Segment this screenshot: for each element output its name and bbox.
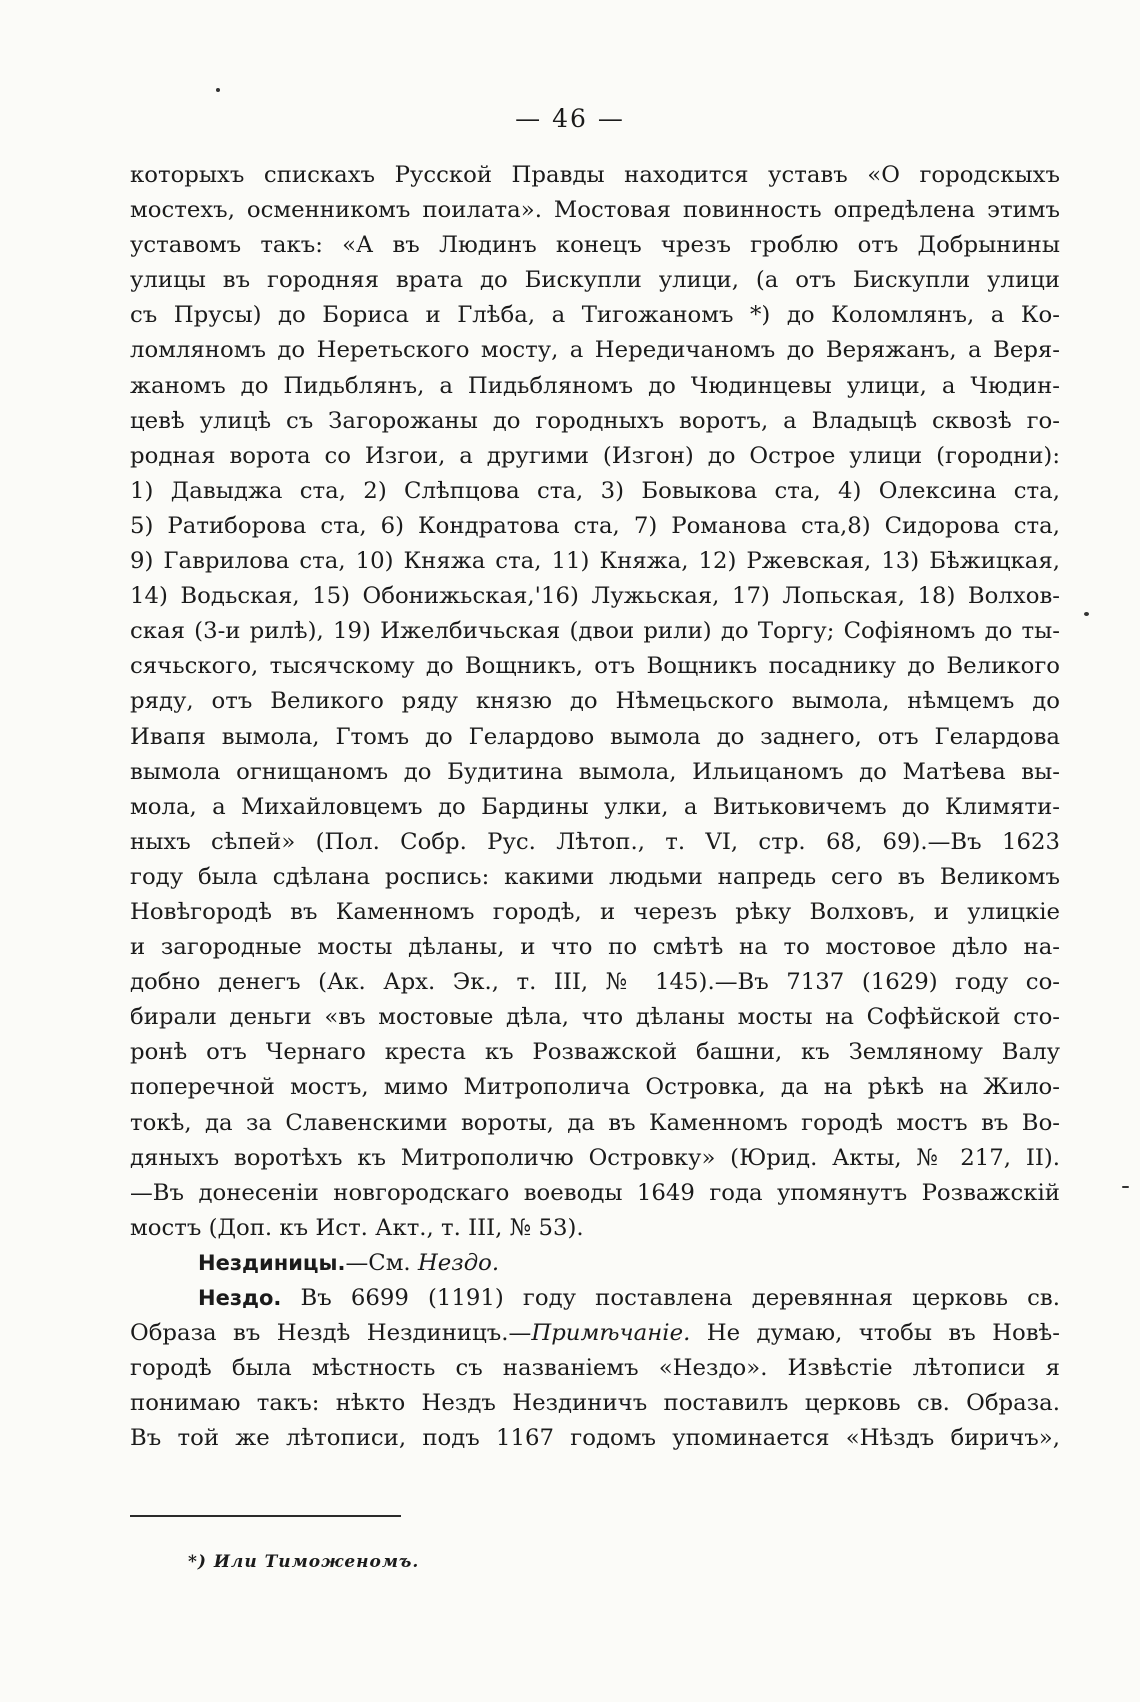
print-speck <box>1122 1186 1129 1188</box>
note-label: Примѣчаніе. <box>531 1320 691 1347</box>
text-line: 9) Гаврилова ста, 10) Княжа ста, 11) Княжа, 12) Ржевская, 13) Бѣжицкая, <box>130 548 1060 575</box>
text-line: Новѣгородѣ въ Каменномъ городѣ, и черезъ рѣку Волховъ, и улицкіе <box>130 898 1060 925</box>
text-line: дяныхъ воротѣхъ къ Митрополичю Островку» (Юрид. Акты, № 217, II). <box>130 1144 1060 1171</box>
entry-text: Образа въ Нездѣ Нездиницъ.— <box>130 1320 532 1347</box>
text-line: мостехъ, осменникомъ поилата». Мостовая повинность опредѣлена этимъ <box>130 197 1060 224</box>
print-speck <box>1084 612 1089 616</box>
text-line: ронѣ отъ Чернаго креста къ Розважской башни, къ Земляному Валу <box>130 1039 1060 1066</box>
text-line: 14) Водьская, 15) Обонижьская,'16) Лужьская, 17) Лопьская, 18) Волхов- <box>130 583 1060 610</box>
body-text <box>130 158 1060 1456</box>
entry-nezdo-line <box>130 1316 1060 1351</box>
entry-text: Въ 6699 (1191) году поставлена деревянная церковь св. <box>281 1285 1060 1311</box>
text-line: Въ той же лѣтописи, подъ 1167 годомъ упоминается «Нѣздъ биричъ», <box>130 1425 1060 1452</box>
text-line: понимаю такъ: нѣкто Нездъ Нездиничъ поставилъ церковь св. Образа. <box>130 1390 1060 1417</box>
text-line: ряду, отъ Великого ряду князю до Нѣмецьского вымола, нѣмцемъ до <box>130 688 1060 715</box>
entry-nezdinitsy <box>130 1246 1060 1281</box>
text-line: городѣ была мѣстность съ названіемъ «Нездо». Извѣстіе лѣтописи я <box>130 1355 1060 1382</box>
text-line: мостъ (Доп. къ Ист. Акт., т. III, № 53). <box>130 1214 584 1241</box>
text-line: которыхъ спискахъ Русской Правды находится уставъ «О городскыхъ <box>130 162 1060 188</box>
text-line: добно денегъ (Ак. Арх. Эк., т. III, № 145).—Въ 7137 (1629) году со- <box>130 969 1060 996</box>
text-line: —Въ донесеніи новгородскаго воеводы 1649 года упомянутъ Розважскій <box>130 1179 1060 1206</box>
text-line: и загородные мосты дѣланы, и что по смѣтѣ на то мостовое дѣло на- <box>130 934 1060 961</box>
page-number: — 46 — <box>515 104 625 133</box>
text-line: цевѣ улицѣ съ Загорожаны до городныхъ воротъ, а Владыцѣ сквозѣ го- <box>130 407 1060 434</box>
print-speck <box>216 88 220 92</box>
text-line: токѣ, да за Славенскими вороты, да въ Каменномъ городѣ мостъ въ Во- <box>130 1109 1060 1136</box>
text-line: 5) Ратиборова ста, 6) Кондратова ста, 7) Романова ста,8) Сидорова ста, <box>130 512 1060 539</box>
footnote: *) Или Тиможеномъ. <box>188 1552 420 1572</box>
cross-reference: Нездо. <box>417 1249 500 1276</box>
entry-nezdo-line <box>130 1281 1060 1316</box>
headword: Нездиницы. <box>198 1250 346 1275</box>
text-line: улицы въ городняя врата до Бискупли улици, (а отъ Бискупли улици <box>130 267 1060 294</box>
text-line: ломляномъ до Неретьского мосту, а Нередичаномъ до Веряжанъ, а Веря- <box>130 337 1060 364</box>
text-line: уставомъ такъ: «А въ Людинъ конецъ чрезъ гроблю отъ Добрынины <box>130 232 1060 259</box>
entry-text: —См. <box>345 1249 418 1276</box>
text-line: поперечной мостъ, мимо Митрополича Островка, да на рѣкѣ на Жило- <box>130 1074 1060 1101</box>
text-line: вымола огнищаномъ до Будитина вымола, Ильицаномъ до Матѣева вы- <box>130 758 1060 785</box>
text-line: бирали деньги «въ мостовые дѣла, что дѣланы мосты на Софѣйской сто- <box>130 1004 1060 1031</box>
text-line: ская (3-и рилѣ), 19) Ижелбичьская (двои рили) до Торгу; Софіяномъ до ты- <box>130 618 1060 645</box>
text-line: году была сдѣлана роспись: какими людьми напредь сего въ Великомъ <box>130 863 1060 890</box>
headword: Нездо. <box>198 1286 282 1310</box>
text-line: съ Прусы) до Бориса и Глѣба, а Тигожаномъ *) до Коломлянъ, а Ко- <box>130 302 1060 329</box>
text-line: ныхъ сѣпей» (Пол. Собр. Рус. Лѣтоп., т. VI, стр. 68, 69).—Въ 1623 <box>130 828 1060 855</box>
text-line: родная ворота со Изгои, а другими (Изгон) до Острое улици (городни): <box>130 442 1060 469</box>
text-line: 1) Давыджа ста, 2) Слѣпцова ста, 3) Бовыкова ста, 4) Олексина ста, <box>130 477 1060 504</box>
footnote-divider <box>130 1515 401 1517</box>
text-line: жаномъ до Пидьблянъ, а Пидьбляномъ до Чюдинцевы улици, а Чюдин- <box>130 372 1060 399</box>
entry-text: Не думаю, чтобы въ Новѣ- <box>690 1320 1060 1347</box>
text-line: сячьского, тысячскому до Вощникъ, отъ Вощникъ посаднику до Великого <box>130 653 1060 680</box>
text-line: мола, а Михайловцемъ до Бардины улки, а Витьковичемъ до Климяти- <box>130 793 1060 820</box>
text-line: Ивапя вымола, Гтомъ до Гелардово вымола до заднего, отъ Гелардова <box>130 723 1060 750</box>
